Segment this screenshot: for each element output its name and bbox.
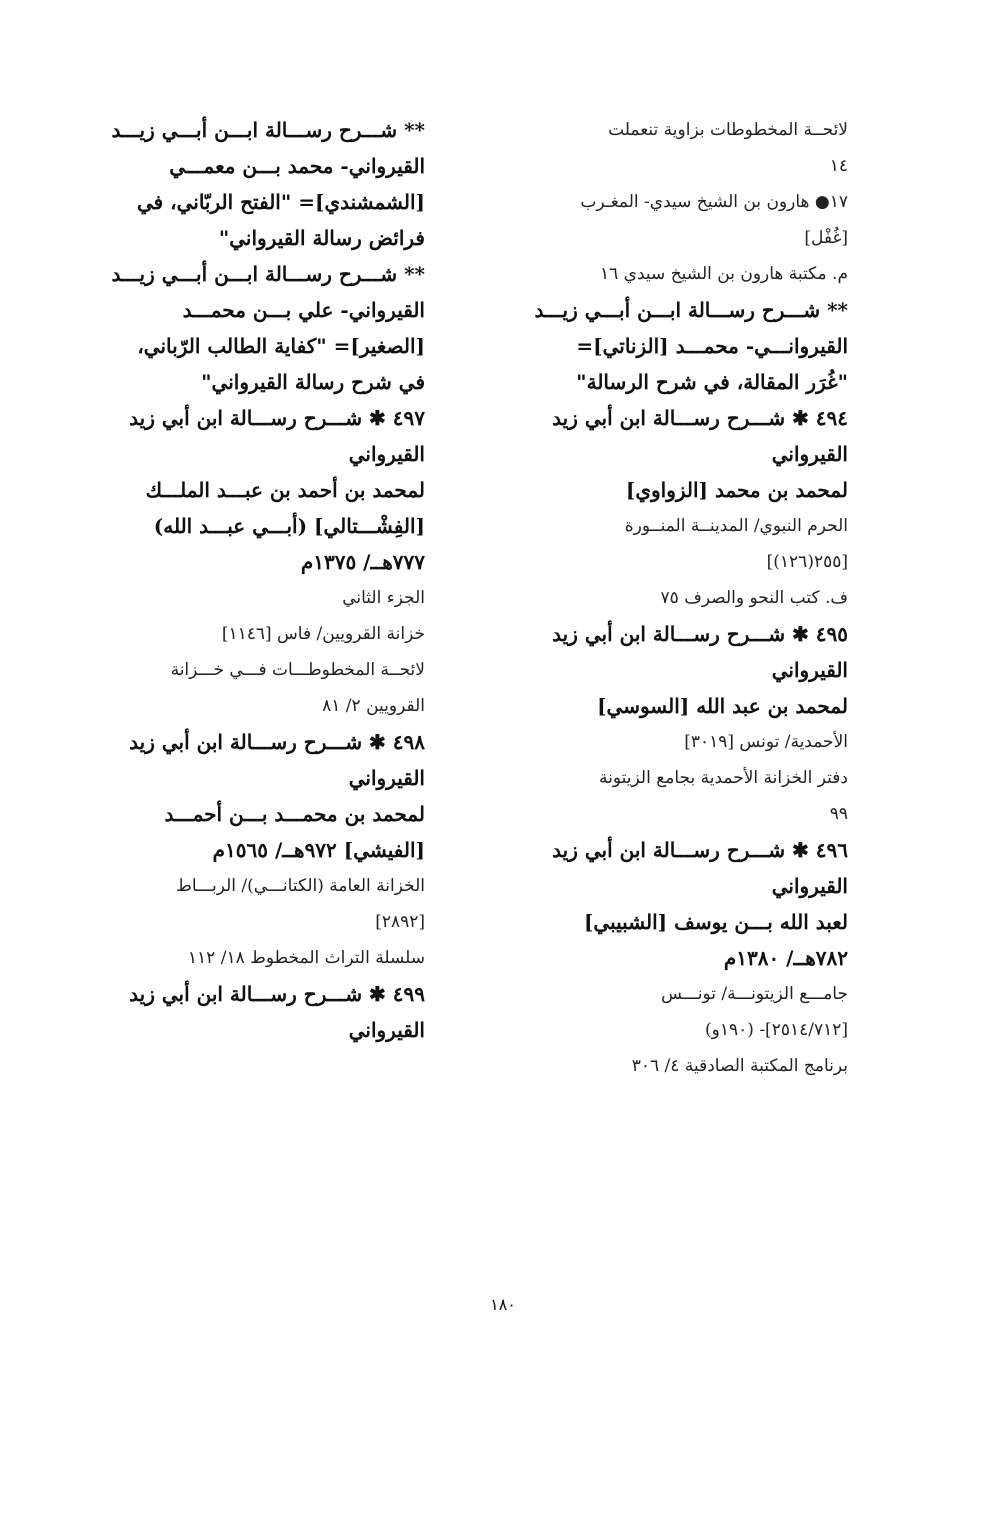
entry-text-line: القرويين ٢/ ٨١ — [322, 696, 425, 716]
entry-heading-line: لمحمد بن محمد [الزواوي] — [625, 478, 848, 502]
entry-heading-line: ** شـــرح رســـالة ابـــن أبـــي زيـــد — [111, 262, 425, 286]
entry-text-line: الجزء الثاني — [342, 588, 425, 608]
entry-text-line: سلسلة التراث المخطوط ١٨/ ١١٢ — [187, 948, 425, 968]
entry-heading-line: لمحمد بن عبد الله [السوسي] — [597, 694, 848, 718]
entry-text-line: [٢٨٩٢] — [375, 912, 425, 932]
entry-heading-line: ٤٩٩ ✱ شـــرح رســـالة ابن أبي زيد — [129, 982, 425, 1006]
entry-heading-line: القيرواني — [771, 874, 848, 898]
entry-heading-line: لمحمد بن محمـــد بـــن أحمـــد — [164, 802, 425, 826]
entry-heading-line: القيرواني- علي بـــن محمـــد — [182, 298, 425, 322]
entry-text-line: م. مكتبة هارون بن الشيخ سيدي ١٦ — [600, 264, 848, 284]
left-column — [80, 112, 425, 1048]
entry-text-line: ١٤ — [829, 156, 848, 176]
entry-heading-line: القيرواني — [771, 658, 848, 682]
entry-text-line: [غُفْل] — [804, 228, 848, 248]
entry-heading-line: "غُرَر المقالة، في شرح الرسالة" — [576, 370, 848, 394]
entry-heading-line: ٤٩٧ ✱ شـــرح رســـالة ابن أبي زيد — [129, 406, 425, 430]
entry-heading-line: [الفيشي] ٩٧٢هــ/ ١٥٦٥م — [212, 838, 425, 862]
entry-heading-line: [الفِشْـــتالي] (أبـــي عبـــد الله) — [153, 514, 425, 538]
entry-text-line: ١٧● هارون بن الشيخ سيدي- المغـرب — [580, 192, 848, 212]
entry-heading-line: لمحمد بن أحمد بن عبـــد الملـــك — [145, 478, 425, 502]
entry-text-line: [٢٥١٤/٧١٢]- (١٩٠و) — [705, 1020, 848, 1040]
entry-heading-line: ٧٨٢هــ/ ١٣٨٠م — [723, 946, 848, 970]
right-column — [503, 112, 848, 1084]
entry-heading-line: القيرواني — [348, 442, 425, 466]
page-number: ١٨٠ — [490, 1295, 516, 1314]
entry-text-line: الأحمدية/ تونس [٣٠١٩] — [684, 732, 848, 752]
entry-heading-line: [الشمشندي]= "الفتح الربّاني، في — [136, 190, 425, 214]
entry-heading-line: فرائض رسالة القيرواني" — [218, 226, 425, 250]
entry-heading-line: [الصغير]= "كفاية الطالب الرّباني، — [137, 334, 425, 358]
entry-text-line: برنامج المكتبة الصادقية ٤/ ٣٠٦ — [631, 1056, 848, 1076]
entry-heading-line: القيرواني — [771, 442, 848, 466]
entry-heading-line: ٤٩٥ ✱ شـــرح رســـالة ابن أبي زيد — [552, 622, 848, 646]
entry-heading-line: ** شـــرح رســـالة ابـــن أبـــي زيـــد — [534, 298, 848, 322]
entry-heading-line: ٤٩٨ ✱ شـــرح رســـالة ابن أبي زيد — [129, 730, 425, 754]
entry-heading-line: القيرواني — [348, 766, 425, 790]
entry-text-line: الخزانة العامة (الكتانـــي)/ الربـــاط — [176, 876, 425, 896]
entry-text-line: دفتر الخزانة الأحمدية بجامع الزيتونة — [599, 768, 848, 788]
entry-heading-line: القيرواني- محمد بـــن معمـــي — [169, 154, 425, 178]
entry-text-line: ٩٩ — [829, 804, 848, 824]
entry-text-line: خزانة القرويين/ فاس [١١٤٦] — [221, 624, 425, 644]
entry-heading-line: في شرح رسالة القيرواني" — [201, 370, 425, 394]
entry-heading-line: القيروانـــي- محمـــد [الزناتي]= — [576, 334, 848, 358]
entry-heading-line: ٤٩٦ ✱ شـــرح رســـالة ابن أبي زيد — [552, 838, 848, 862]
entry-heading-line: القيرواني — [348, 1018, 425, 1042]
entry-text-line: الحرم النبوي/ المدينــة المنــورة — [624, 516, 848, 536]
entry-text-line: [٢٥٥(١٢٦)] — [766, 552, 848, 572]
entry-heading-line: ٤٩٤ ✱ شـــرح رســـالة ابن أبي زيد — [552, 406, 848, 430]
entry-heading-line: ** شـــرح رســـالة ابـــن أبـــي زيـــد — [111, 118, 425, 142]
entry-heading-line: لعبد الله بـــن يوسف [الشبيبي] — [583, 910, 848, 934]
entry-text-line: ف. كتب النحو والصرف ٧٥ — [660, 588, 848, 608]
entry-text-line: لائحــة المخطوطـــات فـــي خـــزانة — [170, 660, 425, 680]
entry-text-line: لائحــة المخطوطات بزاوية تنعملت — [608, 120, 848, 140]
entry-heading-line: ٧٧٧هــ/ ١٣٧٥م — [300, 550, 425, 574]
entry-text-line: جامـــع الزيتونـــة/ تونـــس — [661, 984, 848, 1004]
